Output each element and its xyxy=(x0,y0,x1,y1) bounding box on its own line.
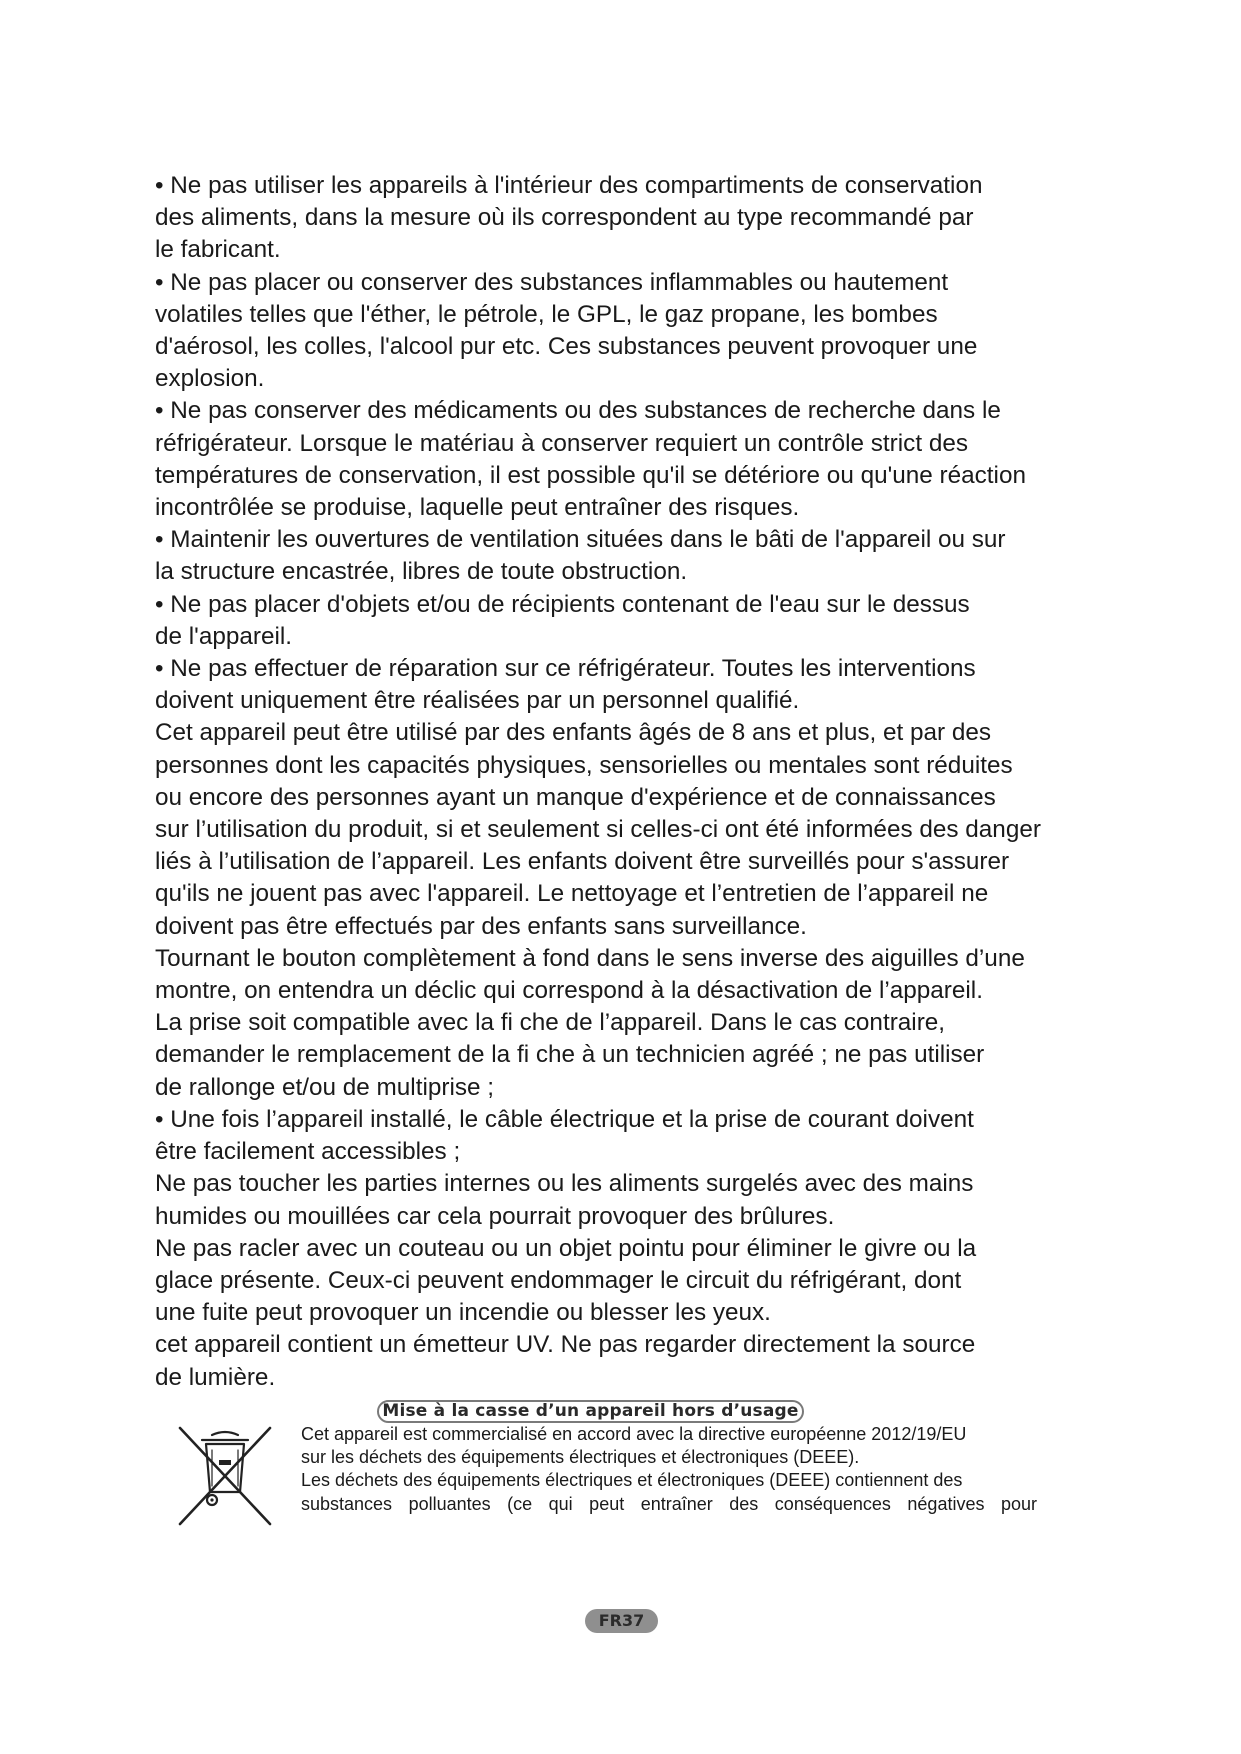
text-line: Les déchets des équipements électriques et électroniques (DEEE) contiennent des xyxy=(301,1470,963,1491)
text-line: Ne pas racler avec un couteau ou un objet pointu pour éliminer le givre ou la xyxy=(155,1234,977,1262)
text-line: doivent uniquement être réalisées par un personnel qualifié. xyxy=(155,687,800,715)
text-line: de lumière. xyxy=(155,1363,276,1391)
text-line: sur l’utilisation du produit, si et seulement si celles-ci ont été informées des danger xyxy=(155,816,1041,844)
text-line: • Ne pas placer ou conserver des substances inflammables ou hautement xyxy=(155,268,949,296)
text-line: de l'appareil. xyxy=(155,622,293,650)
text-line: d'aérosol, les colles, l'alcool pur etc. Ces substances peuvent provoquer une xyxy=(155,333,978,361)
text-line: substances polluantes (ce qui peut entraîner des conséquences négatives pour xyxy=(301,1493,1037,1514)
text-line: liés à l’utilisation de l’appareil. Les enfants doivent être surveillés pour s'assurer xyxy=(155,848,1010,876)
text-line: ou encore des personnes ayant un manque d'expérience et de connaissances xyxy=(155,783,996,811)
text-line: réfrigérateur. Lorsque le matériau à conserver requiert un contrôle strict des xyxy=(155,429,968,457)
text-line: volatiles telles que l'éther, le pétrole, le GPL, le gaz propane, les bombes xyxy=(155,300,938,328)
text-line: • Ne pas conserver des médicaments ou des substances de recherche dans le xyxy=(155,397,1001,425)
text-line: de rallonge et/ou de multiprise ; xyxy=(155,1073,495,1101)
text-line: • Ne pas effectuer de réparation sur ce réfrigérateur. Toutes les interventions xyxy=(155,655,976,683)
text-line: La prise soit compatible avec la fi che de l’appareil. Dans le cas contraire, xyxy=(155,1009,946,1037)
page-number-badge: FR37 xyxy=(585,1609,658,1633)
text-line: demander le remplacement de la fi che à un technicien agréé ; ne pas utiliser xyxy=(155,1041,985,1069)
text-line: personnes dont les capacités physiques, sensorielles ou mentales sont réduites xyxy=(155,751,1013,779)
text-line: Ne pas toucher les parties internes ou les aliments surgelés avec des mains xyxy=(155,1170,974,1198)
text-line: cet appareil contient un émetteur UV. Ne pas regarder directement la source xyxy=(155,1331,976,1359)
text-line: explosion. xyxy=(155,365,265,393)
text-line: Cet appareil est commercialisé en accord avec la directive européenne 2012/19/EU xyxy=(301,1424,967,1444)
text-line: • Ne pas utiliser les appareils à l'intérieur des compartiments de conservation xyxy=(155,172,983,199)
text-line: des aliments, dans la mesure où ils correspondent au type recommandé par xyxy=(155,204,974,232)
text-line: glace présente. Ceux-ci peuvent endommager le circuit du réfrigérant, dont xyxy=(155,1266,962,1294)
text-line: sur les déchets des équipements électriques et électroniques (DEEE). xyxy=(301,1447,860,1468)
text-line: Cet appareil peut être utilisé par des enfants âgés de 8 ans et plus, et par des xyxy=(155,719,992,747)
text-line: • Une fois l’appareil installé, le câble électrique et la prise de courant doivent xyxy=(155,1105,974,1133)
crossed-out-wheelie-bin-icon xyxy=(176,1426,274,1526)
disposal-section-title: Mise à la casse d’un appareil hors d’usage xyxy=(377,1400,804,1423)
safety-instructions xyxy=(155,170,1105,1394)
text-line: montre, on entendra un déclic qui correspond à la désactivation de l’appareil. xyxy=(155,977,983,1005)
text-line: incontrôlée se produise, laquelle peut entraîner des risques. xyxy=(155,494,800,522)
text-line: températures de conservation, il est possible qu'il se détériore ou qu'une réaction xyxy=(155,461,1026,489)
text-line: être facilement accessibles ; xyxy=(155,1138,461,1166)
text-line: qu'ils ne jouent pas avec l'appareil. Le nettoyage et l’entretien de l’appareil ne xyxy=(155,880,989,908)
text-line: le fabricant. xyxy=(155,236,281,264)
text-line: la structure encastrée, libres de toute obstruction. xyxy=(155,558,688,586)
disposal-paragraph xyxy=(301,1423,1041,1516)
text-line: Tournant le bouton complètement à fond dans le sens inverse des aiguilles d’une xyxy=(155,944,1025,972)
text-line: • Ne pas placer d'objets et/ou de récipients contenant de l'eau sur le dessus xyxy=(155,590,970,618)
text-line: humides ou mouillées car cela pourrait provoquer des brûlures. xyxy=(155,1202,835,1230)
text-line: doivent pas être effectués par des enfants sans surveillance. xyxy=(155,912,807,940)
text-line: une fuite peut provoquer un incendie ou blesser les yeux. xyxy=(155,1299,771,1327)
text-line: • Maintenir les ouvertures de ventilation situées dans le bâti de l'appareil ou sur xyxy=(155,526,1006,554)
